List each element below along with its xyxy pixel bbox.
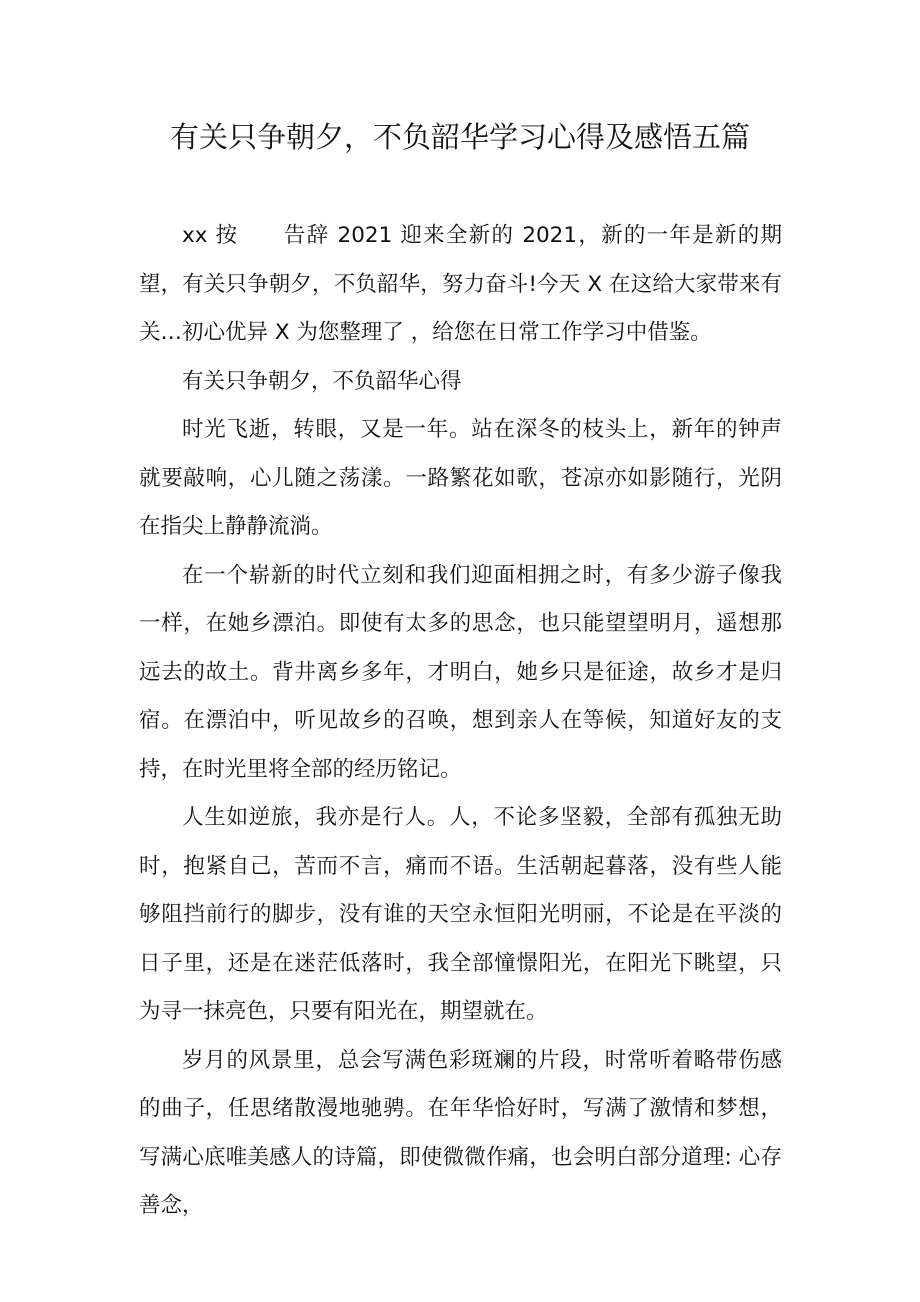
- paragraph-homeland: 在一个崭新的时代立刻和我们迎面相拥之时，有多少游子像我一样，在她乡漂泊。即使有太多的思念，也只能望望明月，遥想那远去的故土。背井离乡多年，才明白，她乡只是征途，故乡才是归宿。在漂泊中，听见故乡的召唤，想到亲人在等候，知道好友的支持，在时光里将全部的经历铭记。: [139, 562, 782, 782]
- paragraph-intro: xx 按 告辞 2021 迎来全新的 2021，新的一年是新的期望，有关只争朝夕，不负韶华，努力奋斗!今天 X 在这给大家带来有关…初心优异 X 为您整理了 ，给您在日常工作学习中借鉴。: [139, 223, 782, 345]
- paragraph-subheading: 有关只争朝夕，不负韶华心得: [182, 368, 462, 394]
- paragraph-time-flies: 时光飞逝，转眼，又是一年。站在深冬的枝头上，新年的钟声就要敲响，心儿随之荡漾。一路繁花如歌，苍凉亦如影随行，光阴在指尖上静静流淌。: [139, 417, 782, 539]
- document-title: 有关只争朝夕，不负韶华学习心得及感悟五篇: [169, 120, 750, 154]
- document-body: [139, 212, 782, 1231]
- paragraph-life-journey: 人生如逆旅，我亦是行人。人，不论多坚毅，全部有孤独无助时，抱紧自己，苦而不言，痛而不语。生活朝起暮落，没有些人能够阻挡前行的脚步，没有谁的天空永恒阳光明丽，不论是在平淡的日子里，还是在迷茫低落时，我全部憧憬阳光，在阳光下眺望，只为寻一抹亮色，只要有阳光在，期望就在。: [139, 805, 782, 1024]
- paragraph-scenery: 岁月的风景里，总会写满色彩斑斓的片段，时常听着略带伤感的曲子，任思绪散漫地驰骋。在年华恰好时，写满了激情和梦想，写满心底唯美感人的诗篇，即使微微作痛，也会明白部分道理: 心存善念，: [139, 1047, 782, 1218]
